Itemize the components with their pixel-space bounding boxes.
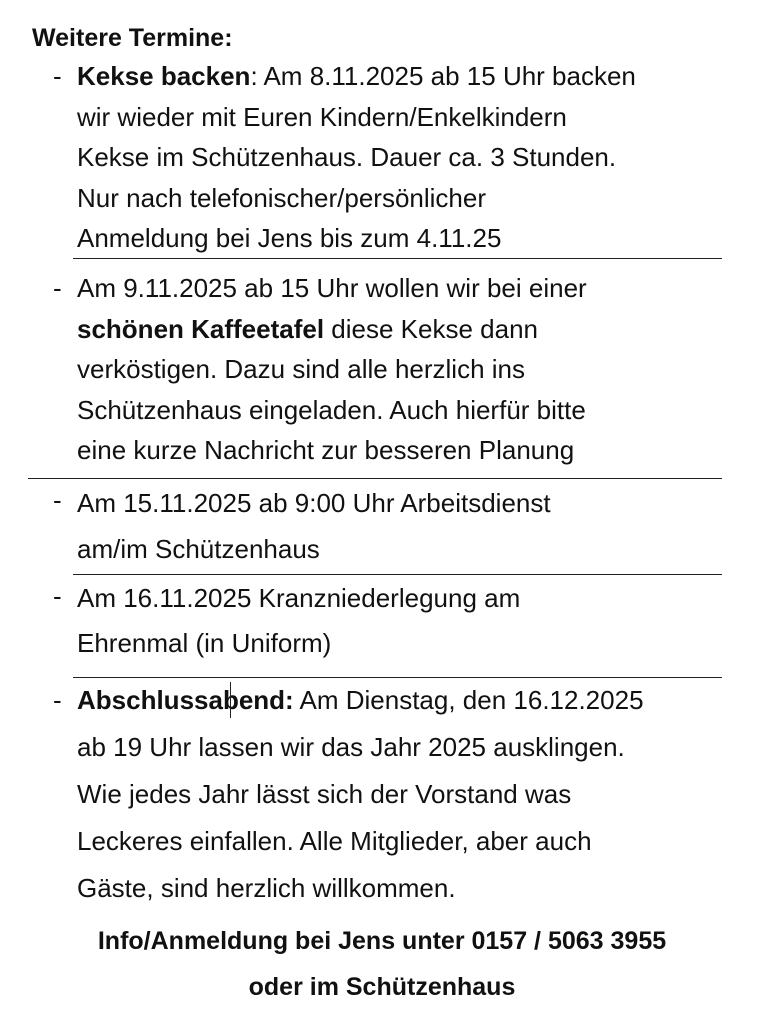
list-item-text bbox=[77, 268, 757, 471]
text-line: schönen Kaffeetafel diese Kekse dann bbox=[77, 313, 539, 344]
contact-info-line: oder im Schützenhaus bbox=[248, 973, 516, 1001]
text-line: Anmeldung bei Jens bis zum 4.11.25 bbox=[77, 223, 502, 253]
list-dash: - bbox=[53, 485, 62, 515]
section-heading: Weitere Termine: bbox=[32, 24, 233, 52]
text-line: Kekse backen: Am 8.11.2025 ab 15 Uhr backen bbox=[77, 61, 636, 91]
text-line: Am 15.11.2025 ab 9:00 Uhr Arbeitsdienst bbox=[77, 488, 551, 518]
text-line: Abschlussabend: Am Dienstag, den 16.12.2025 bbox=[77, 685, 644, 715]
bold-label: Kekse backen bbox=[77, 61, 251, 91]
text-line: Gäste, sind herzlich willkommen. bbox=[77, 873, 456, 903]
text-line: wir wieder mit Euren Kindern/Enkelkindern bbox=[77, 101, 567, 132]
list-item-text bbox=[77, 677, 757, 912]
text-line: Schützenhaus eingeladen. Auch hierfür bitte bbox=[77, 394, 586, 425]
list-item-text bbox=[77, 480, 757, 572]
text-line: am/im Schützenhaus bbox=[77, 534, 320, 564]
list-dash: - bbox=[53, 273, 62, 303]
text-line: Am 9.11.2025 ab 15 Uhr wollen wir bei einer bbox=[77, 273, 587, 303]
text-cursor bbox=[230, 682, 231, 718]
bold-label: schönen Kaffeetafel bbox=[77, 313, 325, 344]
text-line: ab 19 Uhr lassen wir das Jahr 2025 ausklingen. bbox=[77, 732, 625, 762]
text-line: Wie jedes Jahr lässt sich der Vorstand was bbox=[77, 779, 572, 809]
divider-line bbox=[73, 574, 722, 575]
list-item-text bbox=[77, 56, 757, 259]
contact-info-line: Info/Anmeldung bei Jens unter 0157 / 5063 3955 bbox=[97, 927, 667, 955]
text-line: Am 16.11.2025 Kranzniederlegung am bbox=[77, 583, 521, 613]
list-item-text bbox=[77, 576, 757, 666]
text-line: Ehrenmal (in Uniform) bbox=[77, 628, 332, 658]
text-line: eine kurze Nachricht zur besseren Planung bbox=[77, 435, 575, 465]
list-dash: - bbox=[53, 581, 62, 611]
text-line: verköstigen. Dazu sind alle herzlich ins bbox=[77, 354, 525, 384]
list-dash: - bbox=[53, 61, 62, 91]
list-dash: - bbox=[53, 685, 62, 715]
divider-line bbox=[28, 478, 722, 479]
divider-line bbox=[73, 258, 722, 259]
text-line: Nur nach telefonischer/persönlicher bbox=[77, 182, 486, 213]
text-line: Kekse im Schützenhaus. Dauer ca. 3 Stunden. bbox=[77, 142, 617, 172]
bold-label: Abschlussabend: bbox=[77, 685, 294, 715]
text-line: Leckeres einfallen. Alle Mitglieder, aber auch bbox=[77, 826, 592, 856]
